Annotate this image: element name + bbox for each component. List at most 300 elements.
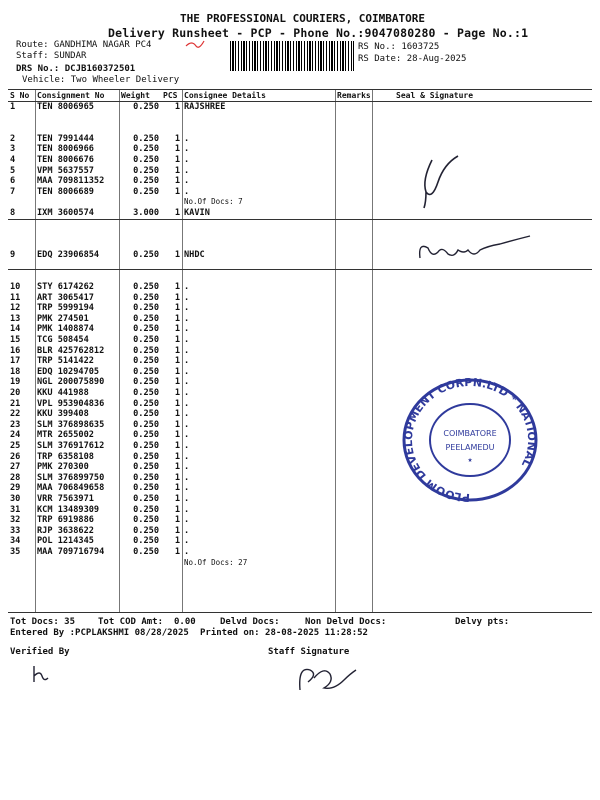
- row-remarks: [335, 250, 372, 261]
- row-consignment-no: EDQ 10294705: [37, 366, 100, 377]
- row-pcs: [161, 240, 182, 251]
- row-sno: 35: [10, 546, 21, 557]
- row-weight: 0.250: [133, 483, 159, 494]
- row-sno: 4: [10, 154, 16, 165]
- row-remarks: [335, 430, 372, 441]
- row-sno: 11: [10, 292, 21, 303]
- row-pcs: 1: [174, 546, 180, 557]
- company-stamp: [395, 376, 545, 506]
- row-remarks: [335, 346, 372, 357]
- row-sno: 20: [10, 388, 21, 399]
- row-consignment-no: [35, 240, 119, 251]
- row-seal: [372, 314, 592, 325]
- row-seal: [372, 293, 592, 304]
- row-weight: 0.250: [133, 430, 159, 441]
- row-sno: 27: [10, 462, 21, 473]
- row-remarks: [335, 176, 372, 187]
- row-remarks: [335, 155, 372, 166]
- row-consignee: No.Of Docs: 27: [184, 557, 248, 567]
- row-remarks: [335, 123, 372, 134]
- row-seal: [372, 356, 592, 367]
- row-consignee: .: [184, 472, 190, 483]
- row-remarks: [335, 187, 372, 198]
- table-row: [8, 526, 592, 537]
- row-weight: 0.250: [133, 292, 159, 303]
- row-sno: 19: [10, 377, 21, 388]
- row-weight: 0.250: [133, 409, 159, 420]
- row-sno: 33: [10, 525, 21, 536]
- tick-mark-icon: [184, 38, 206, 52]
- row-consignment-no: MAA 709716794: [37, 546, 105, 557]
- row-pcs: 1: [174, 313, 180, 324]
- row-seal: [372, 335, 592, 346]
- col-weight: Weight: [119, 90, 161, 102]
- row-consignee: .: [184, 313, 190, 324]
- row-remarks: [335, 420, 372, 431]
- row-sno: 34: [10, 536, 21, 547]
- row-remarks: [335, 166, 372, 177]
- delivered-docs: Delvd Docs:: [220, 617, 280, 627]
- row-consignee: KAVIN: [184, 207, 210, 218]
- row-consignee: .: [184, 335, 190, 346]
- staff-signature-mark: [290, 656, 360, 696]
- row-consignee: .: [184, 546, 190, 557]
- row-sno: 26: [10, 451, 21, 462]
- row-weight: 0.250: [133, 303, 159, 314]
- row-consignee: .: [184, 441, 190, 451]
- row-sno: 16: [10, 345, 21, 356]
- row-consignment-no: ART 3065417: [37, 292, 94, 303]
- table-row: [8, 134, 592, 145]
- row-consignment-no: PMK 270300: [37, 462, 89, 473]
- row-consignee: .: [184, 356, 190, 367]
- row-pcs: 1: [174, 165, 180, 176]
- row-remarks: [335, 388, 372, 399]
- row-consignee: [182, 229, 335, 240]
- total-cod-label: Tot COD Amt:: [98, 617, 164, 627]
- table-row: [8, 558, 592, 569]
- row-remarks: [335, 356, 372, 367]
- table-row: [8, 547, 592, 558]
- row-seal: [372, 505, 592, 516]
- row-consignment-no: KCM 13489309: [37, 504, 100, 515]
- row-consignment-no: TEN 8006676: [37, 154, 94, 165]
- table-row: [8, 324, 592, 335]
- row-weight: 0.250: [133, 515, 159, 526]
- row-weight: 3.000: [133, 207, 159, 218]
- row-consignment-no: [35, 229, 119, 240]
- col-pcs: PCS: [161, 90, 182, 102]
- table-row: [8, 293, 592, 304]
- row-consignment-no: TRP 6919886: [37, 515, 94, 526]
- row-pcs: 1: [174, 250, 180, 261]
- row-consignment-no: TEN 7991444: [37, 133, 94, 144]
- table-row: [8, 197, 592, 208]
- row-remarks: [335, 314, 372, 325]
- row-pcs: 1: [174, 356, 180, 367]
- row-consignee: NHDC: [184, 250, 205, 261]
- row-pcs: 1: [174, 462, 180, 473]
- row-consignment-no: NGL 200075890: [37, 377, 105, 388]
- route-label: Route: GANDHIMA NAGAR PC4: [16, 40, 152, 50]
- row-weight: 0.250: [133, 546, 159, 557]
- table-row: [8, 314, 592, 325]
- row-remarks: [335, 197, 372, 208]
- row-remarks: [335, 272, 372, 283]
- col-consignee: Consignee Details: [182, 90, 335, 102]
- svg-text:PLOOM DEVELOPMENT CORPN.LTD *: [402, 376, 538, 504]
- row-weight: 0.250: [133, 335, 159, 346]
- row-consignment-no: SLM 376917612: [37, 441, 105, 451]
- row-sno: 8: [10, 207, 16, 218]
- row-consignee: [182, 240, 335, 251]
- row-pcs: 1: [174, 366, 180, 377]
- row-pcs: [161, 123, 182, 134]
- row-remarks: [335, 399, 372, 410]
- row-pcs: [161, 113, 182, 124]
- row-remarks: [335, 240, 372, 251]
- row-pcs: 1: [174, 144, 180, 155]
- row-pcs: 1: [174, 186, 180, 197]
- row-sno: 15: [10, 335, 21, 346]
- row-consignment-no: VPM 5637557: [37, 165, 94, 176]
- row-weight: 0.250: [133, 525, 159, 536]
- row-pcs: 1: [174, 504, 180, 515]
- company-name: THE PROFESSIONAL COURIERS, COIMBATORE: [180, 12, 426, 25]
- row-consignee: .: [184, 430, 190, 441]
- row-sno: 5: [10, 165, 16, 176]
- row-sno: 17: [10, 356, 21, 367]
- row-consignment-no: MAA 709811352: [37, 176, 105, 187]
- row-consignee: .: [184, 409, 190, 420]
- row-pcs: 1: [174, 483, 180, 494]
- table-row: [8, 346, 592, 357]
- table-row: [8, 335, 592, 346]
- row-sno: 22: [10, 409, 21, 420]
- row-sno: 29: [10, 483, 21, 494]
- row-seal: [372, 155, 592, 166]
- row-consignment-no: MTR 2655002: [37, 430, 94, 441]
- row-consignee: .: [184, 462, 190, 473]
- row-weight: [119, 113, 161, 124]
- row-seal: [372, 166, 592, 177]
- rs-number: RS No.: 1603725: [358, 42, 440, 52]
- row-weight: [119, 229, 161, 240]
- row-pcs: 1: [174, 345, 180, 356]
- row-consignee: .: [184, 388, 190, 399]
- table-row: [8, 536, 592, 547]
- row-remarks: [335, 515, 372, 526]
- row-consignment-no: POL 1214345: [37, 536, 94, 547]
- row-consignee: .: [184, 525, 190, 536]
- row-pcs: 1: [174, 154, 180, 165]
- row-weight: 0.250: [133, 493, 159, 504]
- row-sno: 1: [10, 102, 16, 112]
- rs-date: RS Date: 28-Aug-2025: [358, 54, 467, 64]
- row-consignment-no: RJP 3638622: [37, 525, 94, 536]
- row-seal: [372, 123, 592, 134]
- row-consignee: .: [184, 515, 190, 526]
- row-consignee: .: [184, 398, 190, 409]
- row-consignment-no: [35, 219, 119, 230]
- row-consignment-no: [35, 113, 119, 124]
- row-consignment-no: STY 6174262: [37, 282, 94, 293]
- row-weight: 0.250: [133, 419, 159, 430]
- row-consignee: .: [184, 493, 190, 504]
- row-sno: 21: [10, 398, 21, 409]
- row-remarks: [335, 208, 372, 219]
- row-remarks: [335, 229, 372, 240]
- row-consignee: [182, 113, 335, 124]
- row-consignment-no: [35, 197, 119, 208]
- non-delivered-docs: Non Delvd Docs:: [305, 617, 387, 627]
- row-consignee: .: [184, 165, 190, 176]
- row-sno: [8, 219, 35, 230]
- row-remarks: [335, 558, 372, 569]
- row-weight: 0.250: [133, 472, 159, 483]
- row-pcs: 1: [174, 133, 180, 144]
- row-pcs: 1: [174, 493, 180, 504]
- row-remarks: [335, 409, 372, 420]
- row-remarks: [335, 303, 372, 314]
- table-row: [8, 303, 592, 314]
- row-weight: 0.250: [133, 313, 159, 324]
- row-consignment-no: VPL 953904836: [37, 398, 105, 409]
- row-consignment-no: TCG 508454: [37, 335, 89, 346]
- table-row: [8, 155, 592, 166]
- row-consignee: [182, 123, 335, 134]
- row-remarks: [335, 293, 372, 304]
- row-pcs: 1: [174, 102, 180, 112]
- row-pcs: [161, 558, 182, 569]
- row-sno: 12: [10, 303, 21, 314]
- row-pcs: [161, 219, 182, 230]
- row-pcs: 1: [174, 388, 180, 399]
- row-consignment-no: TEN 8006689: [37, 186, 94, 197]
- row-consignee: .: [184, 303, 190, 314]
- runsheet-title: Delivery Runsheet - PCP - Phone No.:9047080280 - Page No.:1: [108, 26, 529, 40]
- svg-text:★: ★: [467, 455, 473, 464]
- row-consignee: .: [184, 292, 190, 303]
- row-consignment-no: MAA 706849658: [37, 483, 105, 494]
- row-remarks: [335, 462, 372, 473]
- staff-label: Staff: SUNDAR: [16, 51, 87, 61]
- row-weight: 0.250: [133, 102, 159, 112]
- row-seal: [372, 187, 592, 198]
- row-consignment-no: [35, 558, 119, 569]
- row-seal: [372, 208, 592, 219]
- row-sno: 28: [10, 472, 21, 483]
- row-pcs: 1: [174, 377, 180, 388]
- row-sno: 14: [10, 324, 21, 335]
- table-row: [8, 356, 592, 367]
- row-pcs: 1: [174, 335, 180, 346]
- row-sno: [8, 229, 35, 240]
- row-pcs: [161, 197, 182, 208]
- row-sno: 9: [10, 250, 16, 261]
- row-consignee: .: [184, 419, 190, 430]
- table-row: [8, 102, 592, 113]
- row-remarks: [335, 113, 372, 124]
- row-remarks: [335, 505, 372, 516]
- row-seal: [372, 134, 592, 145]
- table-row: [8, 166, 592, 177]
- row-consignment-no: TEN 8006965: [37, 102, 94, 112]
- row-consignee: .: [184, 483, 190, 494]
- row-remarks: [335, 452, 372, 463]
- row-weight: [119, 123, 161, 134]
- row-weight: 0.250: [133, 398, 159, 409]
- row-sno: [8, 558, 35, 569]
- row-consignment-no: TRP 5141422: [37, 356, 94, 367]
- row-pcs: 1: [174, 525, 180, 536]
- staff-signature: Staff Signature: [268, 647, 350, 657]
- row-consignee: .: [184, 504, 190, 515]
- row-seal: [372, 113, 592, 124]
- delivery-points: Delvy pts:: [455, 617, 510, 627]
- row-weight: 0.250: [133, 451, 159, 462]
- row-remarks: [335, 526, 372, 537]
- signature-1: [412, 150, 472, 210]
- row-weight: 0.250: [133, 282, 159, 293]
- row-pcs: 1: [174, 398, 180, 409]
- row-pcs: 1: [174, 441, 180, 451]
- col-sno: S No: [8, 90, 35, 102]
- row-consignee: .: [184, 451, 190, 462]
- row-consignment-no: PMK 274501: [37, 313, 89, 324]
- row-sno: 25: [10, 441, 21, 451]
- entered-by: Entered By :PCPLAKSHMI 08/28/2025: [10, 628, 189, 638]
- row-seal: [372, 536, 592, 547]
- row-consignment-no: SLM 376898635: [37, 419, 105, 430]
- verifier-signature: [28, 662, 58, 684]
- row-seal: [372, 272, 592, 283]
- row-remarks: [335, 536, 372, 547]
- row-consignee: RAJSHREE: [184, 102, 226, 112]
- row-pcs: 1: [174, 515, 180, 526]
- row-remarks: [335, 441, 372, 452]
- row-weight: 0.250: [133, 250, 159, 261]
- row-pcs: 1: [174, 472, 180, 483]
- row-remarks: [335, 134, 372, 145]
- row-seal: [372, 515, 592, 526]
- row-weight: [119, 272, 161, 283]
- row-seal: [372, 558, 592, 569]
- row-seal: [372, 303, 592, 314]
- row-sno: 2: [10, 133, 16, 144]
- row-remarks: [335, 144, 372, 155]
- row-sno: 13: [10, 313, 21, 324]
- row-pcs: 1: [174, 303, 180, 314]
- row-consignment-no: BLR 425762812: [37, 345, 105, 356]
- row-seal: [372, 526, 592, 537]
- row-pcs: 1: [174, 430, 180, 441]
- row-sno: 3: [10, 144, 16, 155]
- row-remarks: [335, 335, 372, 346]
- row-remarks: [335, 324, 372, 335]
- stamp-outer-text: PLOOM DEVELOPMENT CORPN.LTD * NATIONAL: [401, 376, 539, 505]
- row-sno: [8, 197, 35, 208]
- row-pcs: 1: [174, 207, 180, 218]
- row-consignment-no: SLM 376899750: [37, 472, 105, 483]
- row-consignment-no: EDQ 23906854: [37, 250, 100, 261]
- row-consignee: .: [184, 282, 190, 293]
- table-row: [8, 505, 592, 516]
- row-weight: 0.250: [133, 441, 159, 451]
- row-weight: [119, 197, 161, 208]
- row-sno: 30: [10, 493, 21, 504]
- vehicle-label: Vehicle: Two Wheeler Delivery: [22, 75, 180, 85]
- row-remarks: [335, 483, 372, 494]
- row-consignment-no: PMK 1408874: [37, 324, 94, 335]
- table-row: [8, 144, 592, 155]
- table-bottom-rule: [8, 612, 592, 613]
- row-consignment-no: VRR 7563971: [37, 493, 94, 504]
- row-remarks: [335, 367, 372, 378]
- row-weight: 0.250: [133, 133, 159, 144]
- stamp-inner-area: PEELAMEDU: [445, 443, 495, 452]
- stamp-inner-city: COIMBATORE: [443, 429, 497, 438]
- row-remarks: [335, 282, 372, 293]
- table-row: [8, 208, 592, 219]
- row-pcs: 1: [174, 419, 180, 430]
- row-consignee: .: [184, 154, 190, 165]
- row-consignment-no: TRP 6358108: [37, 451, 94, 462]
- row-consignment-no: [35, 123, 119, 134]
- row-weight: 0.250: [133, 186, 159, 197]
- row-consignee: No.Of Docs: 7: [184, 197, 243, 207]
- row-weight: 0.250: [133, 165, 159, 176]
- row-consignment-no: TRP 5999194: [37, 303, 94, 314]
- row-consignee: .: [184, 176, 190, 187]
- row-weight: 0.250: [133, 377, 159, 388]
- row-seal: [372, 282, 592, 293]
- row-weight: 0.250: [133, 536, 159, 547]
- table-row: [8, 123, 592, 134]
- row-sno: [8, 113, 35, 124]
- row-weight: [119, 219, 161, 230]
- total-cod-value: 0.00: [174, 617, 196, 627]
- row-weight: 0.250: [133, 462, 159, 473]
- row-remarks: [335, 377, 372, 388]
- row-consignee: .: [184, 366, 190, 377]
- row-remarks: [335, 219, 372, 230]
- row-sno: 23: [10, 419, 21, 430]
- row-consignee: .: [184, 186, 190, 197]
- row-seal: [372, 144, 592, 155]
- row-consignment-no: KKU 399408: [37, 409, 89, 420]
- row-pcs: 1: [174, 451, 180, 462]
- row-consignee: .: [184, 133, 190, 144]
- row-seal: [372, 176, 592, 187]
- row-sno: 24: [10, 430, 21, 441]
- row-sno: 6: [10, 176, 16, 187]
- row-remarks: [335, 102, 372, 113]
- row-sno: 10: [10, 282, 21, 293]
- signature-2: [414, 228, 534, 268]
- table-row: [8, 515, 592, 526]
- row-sno: [8, 123, 35, 134]
- row-consignee: .: [184, 536, 190, 547]
- row-sno: 18: [10, 366, 21, 377]
- row-pcs: 1: [174, 324, 180, 335]
- row-weight: 0.250: [133, 356, 159, 367]
- row-weight: 0.250: [133, 504, 159, 515]
- row-consignment-no: [35, 272, 119, 283]
- col-consignment: Consignment No: [35, 90, 119, 102]
- row-pcs: 1: [174, 292, 180, 303]
- row-weight: 0.250: [133, 144, 159, 155]
